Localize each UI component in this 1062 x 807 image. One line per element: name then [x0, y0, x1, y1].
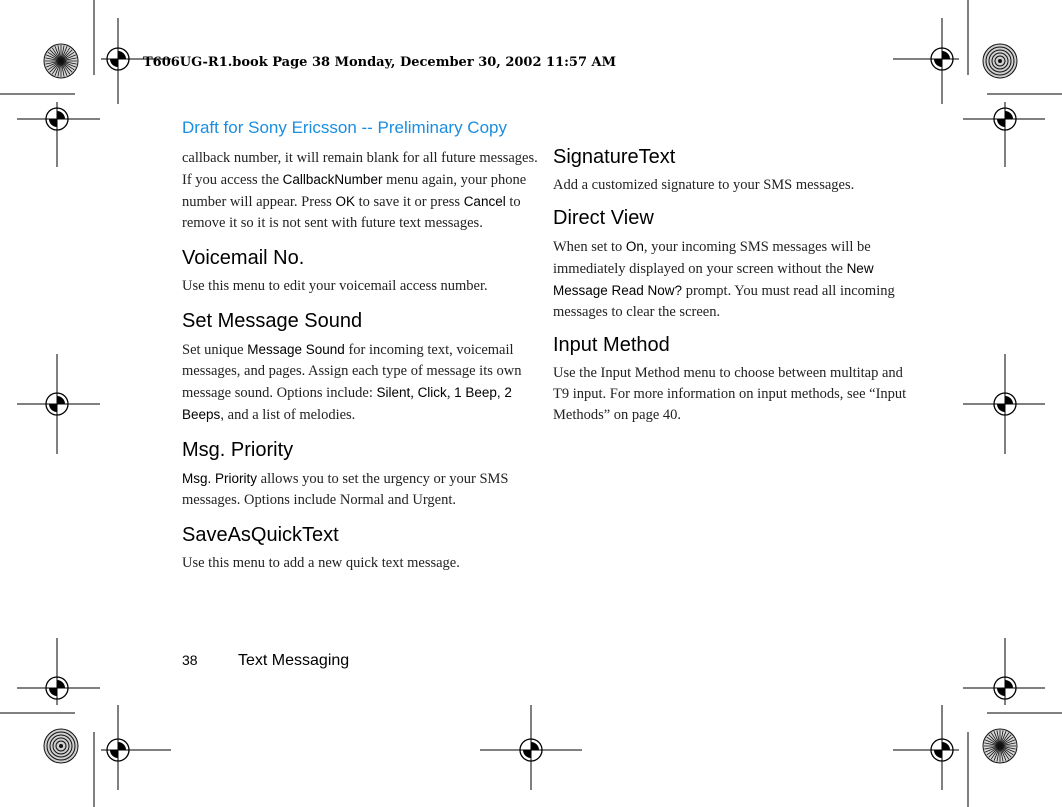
msg-priority-paragraph: Msg. Priority allows you to set the urgency or your SMS messages. Options include Normal and Urgent.	[182, 471, 509, 508]
direct-view-paragraph: When set to On, your incoming SMS messages will be immediately displayed on your screen without the New Message Read Now? prompt. You must read all incoming messages to clear the screen.	[553, 239, 895, 320]
footer-section-title: Text Messaging	[238, 652, 350, 669]
registration-mark-5	[40, 387, 74, 421]
menu-term-message-sound: Message Sound	[247, 342, 345, 357]
registration-mark-3	[40, 102, 74, 136]
book-slug-line: T606UG-R1.book Page 38 Monday, December 30, 2002 11:57 AM	[143, 55, 617, 70]
option-silent: Silent	[376, 385, 411, 400]
saveasquicktext-paragraph: Use this menu to add a new quick text message.	[182, 555, 460, 571]
crop-mark-top-right-rings	[983, 44, 1017, 78]
menu-term-msg-priority: Msg. Priority	[182, 471, 258, 486]
key-term-cancel: Cancel	[463, 194, 506, 209]
heading-msg-priority: Msg. Priority	[182, 439, 294, 461]
heading-saveasquicktext: SaveAsQuickText	[182, 524, 339, 546]
left-column	[182, 148, 538, 574]
key-term-ok: OK	[335, 194, 355, 209]
crop-mark-top-left-starburst	[44, 44, 78, 78]
registration-mark-10	[514, 733, 548, 767]
intro-paragraph: callback number, it will remain blank for all future messages. If you access the CallbackNumber menu again, your phone number will appear. Press OK to save it or press Cancel to remove it so it is not sent with future text messages.	[182, 150, 538, 231]
heading-input-method: Input Method	[553, 334, 670, 356]
registration-mark-6	[988, 387, 1022, 421]
voicemail-paragraph: Use this menu to edit your voicemail access number.	[182, 278, 488, 294]
registration-mark-11	[925, 733, 959, 767]
crop-mark-bottom-left-rings	[44, 729, 78, 763]
page-footer	[182, 652, 349, 670]
heading-signaturetext: SignatureText	[553, 146, 676, 168]
heading-direct-view: Direct View	[553, 207, 654, 229]
prompt-new-message-read-now: New Message Read Now?	[553, 261, 874, 298]
page-number: 38	[182, 652, 198, 668]
registration-mark-9	[101, 733, 135, 767]
menu-term-callbacknumber: CallbackNumber	[282, 172, 383, 187]
registration-mark-2	[925, 42, 959, 76]
crop-mark-bottom-right-starburst	[983, 729, 1017, 763]
option-beeps: 1 Beep, 2 Beeps,	[182, 385, 512, 422]
heading-set-message-sound: Set Message Sound	[182, 310, 363, 332]
signaturetext-paragraph: Add a customized signature to your SMS messages.	[553, 177, 855, 193]
right-column	[553, 146, 909, 426]
option-on: On	[625, 239, 644, 254]
draft-banner: Draft for Sony Ericsson -- Preliminary Copy	[182, 118, 507, 137]
registration-mark-4	[988, 102, 1022, 136]
message-sound-paragraph: Set unique Message Sound for incoming text, voicemail messages, and pages. Assign each type of message its own message sound. Options include: Silent, Click, 1 Beep, 2 Beeps, and a list of melodies.	[182, 342, 522, 423]
input-method-paragraph: Use the Input Method menu to choose between multitap and T9 input. For more information on input methods, see “Input Methods” on page 40.	[553, 365, 907, 423]
registration-mark-1	[101, 42, 135, 76]
option-click: Click	[417, 385, 447, 400]
heading-voicemail-no: Voicemail No.	[182, 247, 305, 269]
registration-mark-8	[988, 671, 1022, 705]
registration-mark-7	[40, 671, 74, 705]
